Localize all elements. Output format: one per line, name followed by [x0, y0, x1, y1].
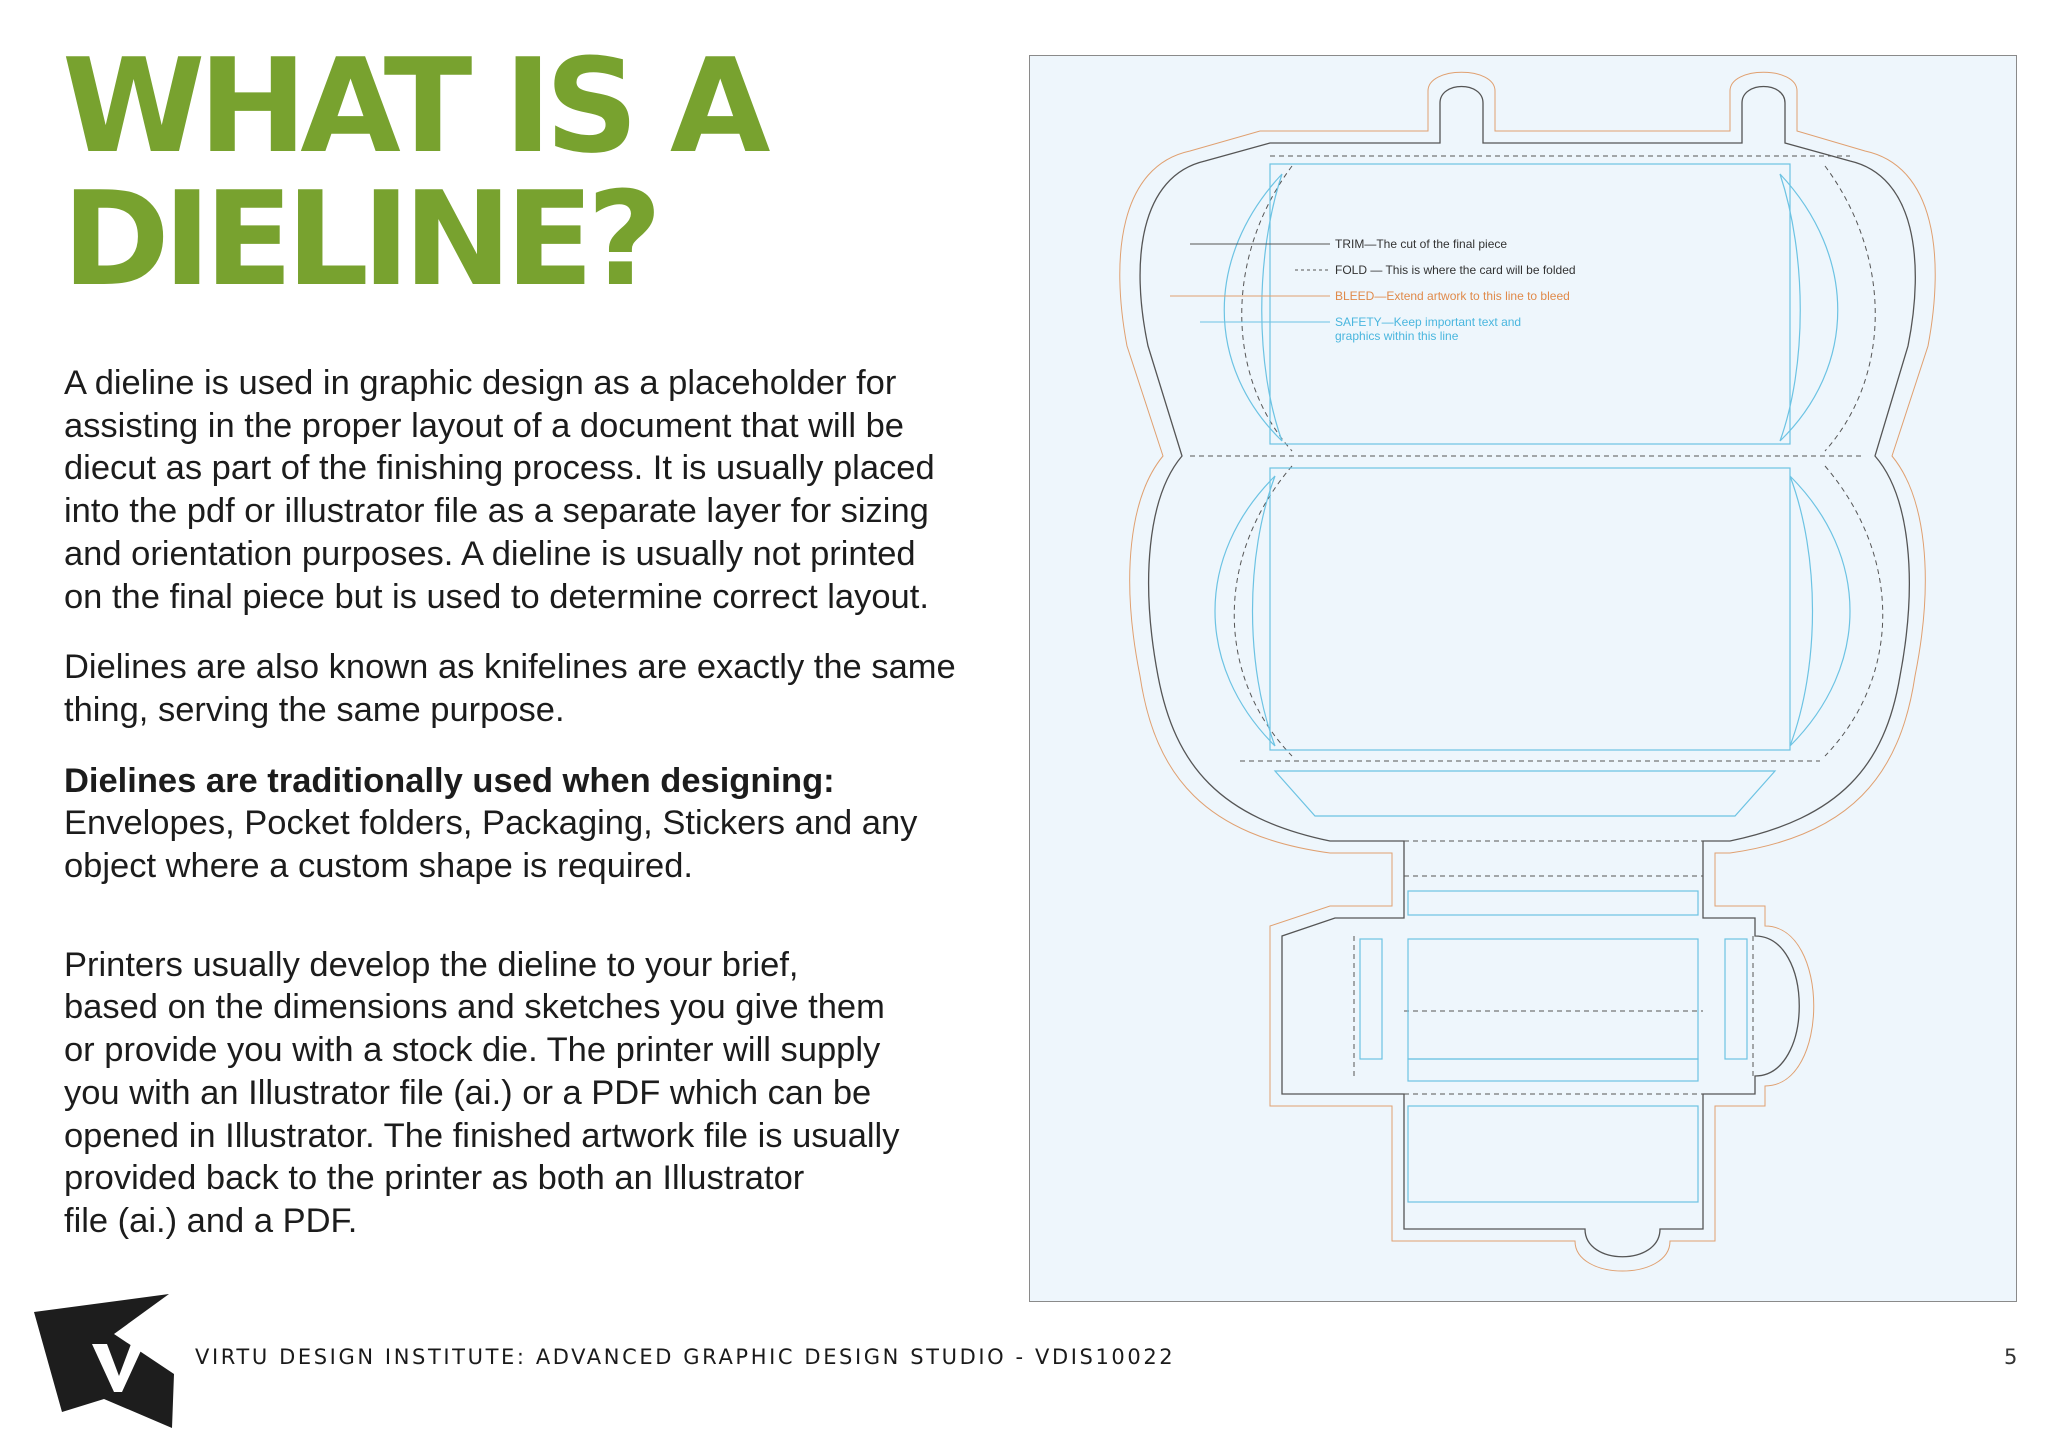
paragraph-uses	[64, 760, 1004, 888]
paragraph-knifelines	[64, 646, 1004, 731]
text-line: or provide you with a stock die. The printer will supply	[64, 1031, 881, 1070]
text-line: on the final piece but is used to determine correct layout.	[64, 577, 929, 616]
text-line: diecut as part of the finishing process. It is usually placed	[64, 449, 935, 488]
paragraph-printers	[64, 944, 1004, 1243]
text-line: A dieline is used in graphic design as a placeholder for	[64, 364, 897, 402]
text-line: provided back to the printer as both an Illustrator	[64, 1159, 805, 1198]
text-line: Dielines are also known as knifelines are exactly the same	[64, 648, 956, 687]
text-line: opened in Illustrator. The finished artwork file is usually	[64, 1116, 900, 1155]
dieline-drawing	[1030, 56, 2018, 1303]
footer-text: VIRTU DESIGN INSTITUTE: ADVANCED GRAPHIC DESIGN STUDIO - VDIS10022	[195, 1345, 1176, 1369]
safety-lines	[1215, 164, 1850, 1202]
legend-safety-line-2: graphics within this line	[1335, 329, 1459, 343]
text-line: Printers usually develop the dieline to your brief,	[64, 945, 799, 984]
page-title-line-2: DIELINE?	[62, 163, 656, 315]
text-line: file (ai.) and a PDF.	[64, 1201, 358, 1240]
text-line: assisting in the proper layout of a document that will be	[64, 406, 904, 445]
uses-heading: Dielines are traditionally used when designing:	[64, 761, 835, 800]
paragraph-intro	[64, 362, 1004, 618]
text-line: Envelopes, Pocket folders, Packaging, Stickers and any	[64, 804, 918, 843]
legend-trim: TRIM—The cut of the final piece	[1335, 237, 1508, 251]
page-number: 5	[2004, 1345, 2018, 1369]
legend-fold: FOLD — This is where the card will be folded	[1335, 263, 1576, 277]
text-line: thing, serving the same purpose.	[64, 690, 565, 729]
text-line: object where a custom shape is required.	[64, 847, 694, 886]
page-title-line-1: WHAT IS A	[62, 30, 764, 182]
virtu-logo-icon	[34, 1294, 174, 1428]
dieline-diagram	[1029, 55, 2017, 1302]
legend-bleed: BLEED—Extend artwork to this line to bleed	[1335, 289, 1570, 303]
text-line: and orientation purposes. A dieline is usually not printed	[64, 534, 916, 573]
body-text	[64, 362, 1004, 1271]
legend-safety-line-1: SAFETY—Keep important text and	[1335, 315, 1522, 329]
text-line: based on the dimensions and sketches you give them	[64, 988, 885, 1027]
text-line: you with an Illustrator file (ai.) or a PDF which can be	[64, 1073, 872, 1112]
text-line: into the pdf or illustrator file as a separate layer for sizing	[64, 492, 929, 531]
page-title	[62, 30, 764, 315]
